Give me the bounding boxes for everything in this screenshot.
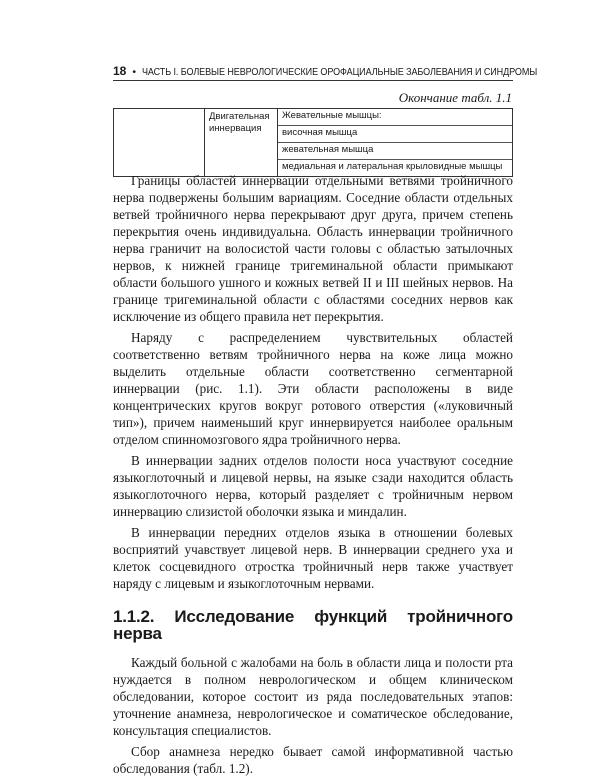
- section-heading: 1.1.2. Исследование функций тройничного нерва: [113, 607, 513, 643]
- running-header: [113, 64, 538, 79]
- header-separator: •: [132, 66, 137, 78]
- header-rule: [113, 80, 513, 81]
- table-items-cell: [278, 109, 513, 177]
- paragraph: Каждый больной с жалобами на боль в области лица и полости рта нуждается в полном неврологическом и общем клиническом обследовании, которое состоит из ряда последовательных этапов: уточнение анамнеза, неврологическое и соматическое обследование, консультация специалистов.: [113, 655, 513, 738]
- paragraph: Сбор анамнеза нередко бывает самой информативной частью обследования (табл. 1.2).: [113, 744, 513, 776]
- table-cell-empty: [114, 109, 205, 177]
- table-row-label: Двигательная иннервация: [205, 109, 278, 177]
- page-body: [113, 172, 513, 781]
- paragraph: В иннервации передних отделов языка в отношении болевых восприятий учавствует лицевой нерв. В иннервации среднего уха и клеток сосцевидного отростка тройничный нерв также участвует наряду с лицевым и языкоглоточным нервами.: [113, 525, 513, 591]
- part-title: ЧАСТЬ I. БОЛЕВЫЕ НЕВРОЛОГИЧЕСКИЕ ОРОФАЦИАЛЬНЫЕ ЗАБОЛЕВАНИЯ И СИНДРОМЫ: [142, 66, 538, 78]
- table-caption: Окончание табл. 1.1: [398, 90, 512, 105]
- continuation-table: [113, 108, 513, 177]
- paragraph: Наряду с распределением чувствительных областей соответственно ветвям тройничного нерва на коже лица можно выделить отдельные области соответственно сегментарной иннервации (рис. 1.1). Эти области расположены в виде концентрических кругов вокруг ротового отверстия («луковичный тип»), причем наименьший круг иннервируется наиболее оральным отделом спинномозгового ядра тройничного нерва.: [113, 330, 513, 447]
- table-item: Жевательные мышцы:: [278, 109, 512, 126]
- table-item: медиальная и латеральная крыловидные мышцы: [282, 161, 503, 172]
- table-row: [114, 109, 513, 177]
- page-number: 18: [113, 64, 127, 78]
- table-item: височная мышца: [278, 126, 512, 143]
- table-item: жевательная мышца: [278, 143, 512, 160]
- paragraph: В иннервации задних отделов полости носа участвуют соседние языкоглоточный и лицевой нервы, на языке сзади находится область языкоглоточного нерва, который разделяет с тройничным нервом иннервацию слизистой оболочки языка и миндалин.: [113, 453, 513, 519]
- paragraph: Границы областей иннервации отдельными ветвями тройничного нерва подвержены большим вариациям. Соседние области отдельных ветвей тройничного нерва перекрывают друг друга, причем степень перекрытия очень индивидуальна. Область иннервации тройничного нерва граничит на волосистой части головы с областью затылочных нервов, к нижней границе тригеминальной области примыкают области большого ушного и кожных ветвей II и III шейных нервов. На границе тригеминальной области с областями соседних нервов как исключение из общего правила нет перекрытия.: [113, 173, 513, 324]
